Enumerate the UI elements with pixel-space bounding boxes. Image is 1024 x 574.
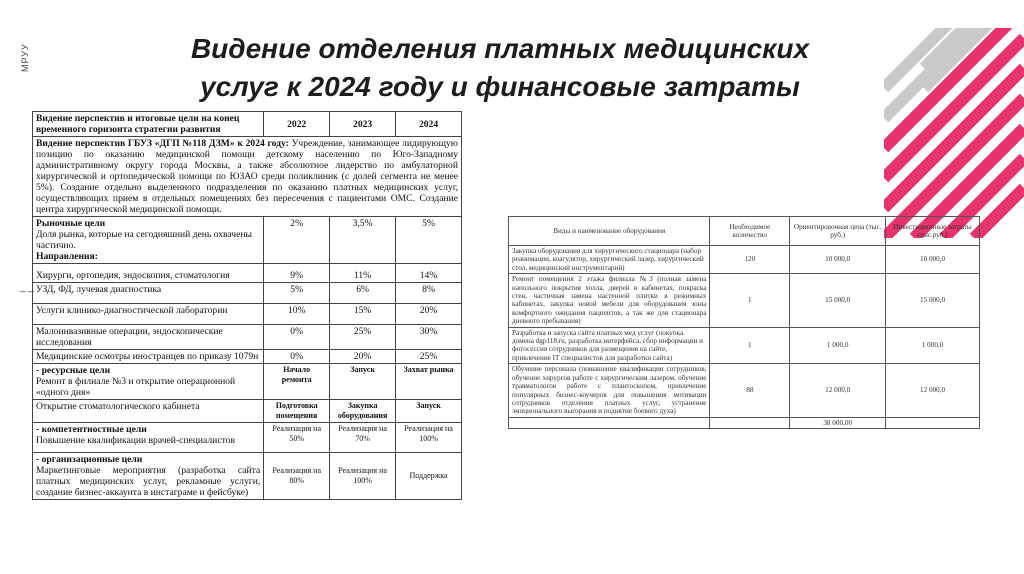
direction-row [33, 304, 462, 325]
title-line-2: услуг к 2024 году и финансовые затраты [200, 71, 800, 102]
equipment-row [509, 274, 980, 327]
direction-value: 10% [264, 304, 330, 325]
equipment-price: 15 000,0 [790, 274, 886, 327]
equipment-name: Закупка оборудования для хирургического стационара (набор реанимации, коагулятор, хирургический лазер, хирургический стол, медицинский инструментарий) [509, 246, 710, 274]
equipment-row [509, 327, 980, 364]
col-header-qty: Необходимое количество [710, 217, 790, 246]
direction-value: 0% [264, 325, 330, 350]
goals-table [32, 111, 462, 500]
slide-title [150, 30, 850, 106]
year-2022: 2022 [264, 112, 330, 137]
resource-value: Запуск [396, 400, 462, 423]
equipment-invest: 10 000,0 [886, 246, 980, 274]
direction-label: УЗД, ФД, лучевая диагностика [33, 283, 264, 304]
decorative-stripes [884, 28, 1024, 238]
equipment-header [509, 217, 980, 246]
year-2023: 2023 [330, 112, 396, 137]
market-row [33, 217, 462, 264]
direction-row [33, 350, 462, 364]
margin-mark: _ _ [20, 282, 34, 293]
direction-value: 11% [330, 264, 396, 283]
equipment-invest: 1 000,0 [886, 327, 980, 364]
direction-value: 5% [264, 283, 330, 304]
direction-value: 20% [396, 304, 462, 325]
total-empty [886, 417, 980, 428]
competence-value: Реализация на 70% [330, 423, 396, 453]
resource-value: Запуск [330, 364, 396, 400]
resource-row [33, 364, 462, 400]
direction-value: 25% [396, 350, 462, 364]
equipment-price: 12 000,0 [790, 364, 886, 417]
direction-value: 20% [330, 350, 396, 364]
col-header-invest: Инвестиционные затраты (тыс.руб.) [886, 217, 980, 246]
org-goals-label: - организационные цели [36, 454, 143, 465]
market-goals-label: Рыночные цели [36, 218, 106, 229]
direction-row [33, 264, 462, 283]
competence-row [33, 423, 462, 453]
resource-value: Подготовка помещения [264, 400, 330, 423]
direction-value: 9% [264, 264, 330, 283]
equipment-price: 10 000,0 [790, 246, 886, 274]
equipment-name: Обучение персонала (повышение квалификации сотрудников, обучение хирургов работе с хирургическим лазером, обучение травматологов работе с плантоскопом, привлечение популярных бизнес-коучеров для повышения мотивации сотрудников отделения платных услуг, устранение эмоционального выгорания и поднятие боевого духа) [509, 364, 710, 417]
title-line-1: Видение отделения платных медицинских [190, 33, 810, 64]
equipment-name: Ремонт помещения 2 этажа филиала №3 (полная замена напольного покрытия холла, дверей в кабинетах, покраска стен, частичная замена настенной плитки в режимных кабинетах, закупка новой мебели для оборудования зоны комфортного ожидания пациентов, а так же для стационара дневного пребывания) [509, 274, 710, 327]
year-2024: 2024 [396, 112, 462, 137]
resource-label: Ремонт в филиале №3 и открытие операционной «одного дня» [36, 376, 236, 398]
equipment-invest: 15 000,0 [886, 274, 980, 327]
equipment-row [509, 364, 980, 417]
competence-value: Реализация на 100% [396, 423, 462, 453]
direction-label: Услуги клинико-диагностической лаборатории [33, 304, 264, 325]
direction-label: Медицинские осмотры иностранцев по приказу 1079н [33, 350, 264, 364]
direction-value: 30% [396, 325, 462, 350]
equipment-row [509, 246, 980, 274]
equipment-table [508, 216, 980, 429]
direction-row [33, 325, 462, 350]
goals-table-header [33, 112, 462, 137]
direction-value: 25% [330, 325, 396, 350]
org-value: Реализация на 100% [330, 453, 396, 500]
col-header-price: Ориентировочная цена (тыс. руб.) [790, 217, 886, 246]
vision-label: Видение перспектив ГБУЗ «ДГП №118 ДЗМ» к 2024 году: [36, 138, 289, 149]
equipment-total-row [509, 417, 980, 428]
competence-value: Реализация на 50% [264, 423, 330, 453]
direction-label: Малоинвазивные операции, эндоскопические исследования [33, 325, 264, 350]
equipment-qty: 1 [710, 274, 790, 327]
org-value: Реализация на 80% [264, 453, 330, 500]
vision-row [33, 137, 462, 217]
equipment-invest: 12 000,0 [886, 364, 980, 417]
total-empty [509, 417, 710, 428]
direction-value: 8% [396, 283, 462, 304]
market-share-2024: 5% [396, 217, 462, 264]
org-row [33, 453, 462, 500]
equipment-qty: 88 [710, 364, 790, 417]
side-label: МРУУ [20, 43, 30, 72]
equipment-name: Разработка и запуска сайта платных мед услуг (покупка домена dgp118.ru, разработка интерфейса, сбор информации и фотосессия сотрудников для размещения на сайте, привлечение IT специалистов для разработки сайта) [509, 327, 710, 364]
directions-label: Направления: [36, 251, 98, 262]
vision-text: Учреждение, занимающее лидирующую позицию по оказанию медицинской помощи детскому населению по Юго-Западному административному округу города Москвы, а также абсолютное лидерство по амбулаторной хирургической и ортопедической помощи по ЮЗАО среди поликлиник (с долей сегмента не менее 5%). Создание отдельно выделенного подразделения по оказанию платных медицинских услуг, осуществляющих прием в отдельных помещениях без пересечения с пациентами ОМС. Создание центра хирургической медицинской помощи. [36, 138, 458, 215]
resource-value: Закупка оборудования [330, 400, 396, 423]
direction-value: 15% [330, 304, 396, 325]
header-label: Видение перспектив и итоговые цели на конец временного горизонта стратегии развития [33, 112, 264, 137]
competence-goals-label: - компетентностные цели [36, 424, 147, 435]
direction-value: 6% [330, 283, 396, 304]
direction-value: 0% [264, 350, 330, 364]
total-empty [710, 417, 790, 428]
equipment-qty: 120 [710, 246, 790, 274]
equipment-qty: 1 [710, 327, 790, 364]
resource-value: Начало ремонта [264, 364, 330, 400]
org-value: Поддержка [396, 453, 462, 500]
col-header-name: Виды и наименование оборудования [509, 217, 710, 246]
resource-value: Захват рынка [396, 364, 462, 400]
total-value: 38 000,00 [790, 417, 886, 428]
competence-label: Повышение квалификации врачей-специалистов [36, 435, 235, 446]
direction-row [33, 283, 462, 304]
resource-label: Открытие стоматологического кабинета [33, 400, 264, 423]
market-share-label: Доля рынка, которые на сегодняшний день охвачены частично. [36, 229, 252, 251]
equipment-price: 1 000,0 [790, 327, 886, 364]
org-label: Маркетинговые мероприятия (разработка сайта платных медицинских услуг, рекламные услуги, создание бизнес-аккаунта в инстаграме и фейсбуке) [36, 465, 261, 498]
resource-goals-label: - ресурсные цели [36, 365, 111, 376]
market-share-2022: 2% [264, 217, 330, 264]
resource-row [33, 400, 462, 423]
direction-label: Хирурги, ортопедия, эндоскопия, стоматология [33, 264, 264, 283]
market-share-2023: 3,5% [330, 217, 396, 264]
direction-value: 14% [396, 264, 462, 283]
